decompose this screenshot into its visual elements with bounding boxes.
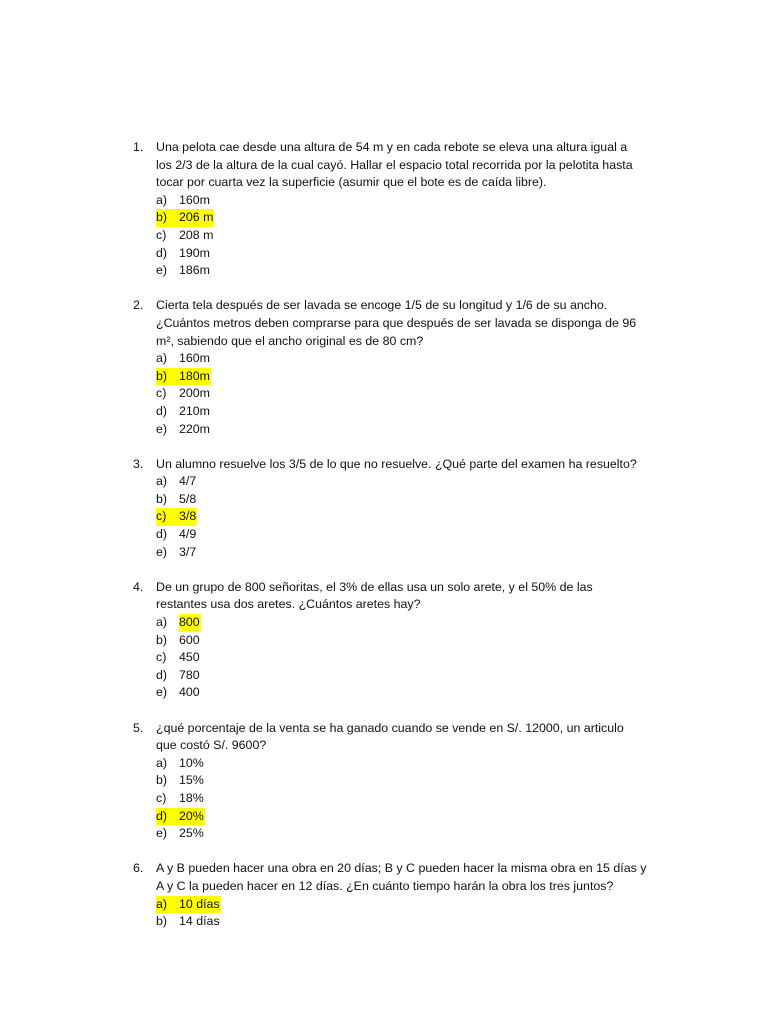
option-value: 190m — [179, 245, 210, 260]
option-letter: d) — [156, 403, 168, 418]
question-text-line: Una pelota cae desde una altura de 54 m y en cada rebote se eleva una altura igual a — [156, 140, 628, 154]
answer-option — [156, 227, 673, 245]
option-value: 3/7 — [179, 544, 197, 559]
question-item — [133, 579, 673, 702]
answer-option — [156, 667, 673, 685]
option-value: 160m — [179, 351, 210, 366]
answer-highlight — [156, 368, 211, 386]
option-value: 800 — [179, 615, 200, 630]
question-text-line: Un alumno resuelve los 3/5 de lo que no resuelve. ¿Qué parte del examen ha resuelto? — [156, 456, 637, 471]
option-letter: b) — [156, 632, 168, 647]
option-value: 186m — [179, 263, 210, 278]
option-value: 210m — [179, 403, 210, 418]
answer-highlight — [156, 896, 221, 914]
option-letter: a) — [156, 192, 168, 207]
option-value: 25% — [179, 826, 204, 841]
answer-option — [156, 684, 673, 702]
option-value: 208 m — [179, 227, 214, 242]
option-letter: a) — [156, 474, 168, 489]
question-text — [156, 860, 673, 895]
option-letter: c) — [156, 227, 167, 242]
question-text-line: A y C la pueden hacer en 12 días. ¿En cuánto tiempo harán la obra los tres juntos? — [156, 878, 614, 893]
question-number: 4. — [133, 579, 144, 594]
answer-highlight — [156, 508, 197, 526]
answer-option — [156, 913, 673, 931]
option-value: 15% — [179, 773, 204, 788]
answer-option — [156, 350, 673, 368]
answer-option — [156, 421, 673, 439]
option-letter: a) — [156, 896, 168, 911]
question-text-line: tocar por cuarta vez la superficie (asumir que el bote es de caída libre). — [156, 175, 547, 190]
option-letter: e) — [156, 685, 168, 700]
option-letter: c) — [156, 790, 167, 805]
question-number: 6. — [133, 861, 144, 876]
question-text-line: Cierta tela después de ser lavada se encoge 1/5 de su longitud y 1/6 de su ancho. — [156, 298, 608, 313]
answer-options — [133, 896, 673, 931]
answer-option — [156, 403, 673, 421]
option-letter: b) — [156, 210, 168, 225]
question-text — [156, 456, 673, 474]
option-letter: a) — [156, 615, 168, 630]
option-value: 160m — [179, 192, 210, 207]
option-value: 4/7 — [179, 474, 197, 489]
answer-option-highlighted — [156, 368, 673, 386]
option-value: 5/8 — [179, 491, 197, 506]
question-item — [133, 139, 673, 280]
answer-option-highlighted — [156, 896, 673, 914]
question-text — [156, 579, 673, 614]
option-value: 200m — [179, 386, 210, 401]
answer-options — [133, 614, 673, 702]
option-value: 3/8 — [179, 509, 197, 524]
question-text-line: m², sabiendo que el ancho original es de 80 cm? — [156, 333, 424, 348]
answer-option-highlighted — [156, 508, 673, 526]
question-stem — [133, 579, 673, 614]
answer-option-highlighted — [156, 808, 673, 826]
option-value: 450 — [179, 650, 200, 665]
question-text-line: De un grupo de 800 señoritas, el 3% de ellas usa un solo arete, y el 50% de las — [156, 579, 593, 594]
option-value: 18% — [179, 790, 204, 805]
question-text — [156, 720, 673, 755]
option-value: 10 días — [179, 896, 220, 911]
answer-option — [156, 772, 673, 790]
option-value: 780 — [179, 667, 200, 682]
answer-option — [156, 262, 673, 280]
question-text-line: A y B pueden hacer una obra en 20 días; B y C pueden hacer la misma obra en 15 días y — [156, 861, 647, 876]
answer-option — [156, 755, 673, 773]
option-letter: b) — [156, 491, 168, 506]
answer-option — [156, 192, 673, 210]
answer-option — [156, 649, 673, 667]
option-value: 600 — [179, 632, 200, 647]
question-number: 5. — [133, 720, 144, 735]
answer-option — [156, 491, 673, 509]
question-text-line: que costó S/. 9600? — [156, 738, 267, 753]
question-text — [156, 139, 673, 192]
answer-highlight — [156, 808, 205, 826]
option-value: 20% — [179, 808, 204, 823]
option-value: 400 — [179, 685, 200, 700]
question-text-line: restantes usa dos aretes. ¿Cuántos aretes hay? — [156, 597, 421, 612]
answer-option — [156, 544, 673, 562]
answer-option — [156, 245, 673, 263]
option-letter: c) — [156, 650, 167, 665]
question-stem — [133, 139, 673, 192]
option-letter: b) — [156, 914, 168, 929]
option-value: 10% — [179, 755, 204, 770]
answer-option — [156, 385, 673, 403]
question-item — [133, 456, 673, 562]
answer-option — [156, 790, 673, 808]
question-item — [133, 860, 673, 930]
question-stem — [133, 720, 673, 755]
answer-options — [133, 192, 673, 280]
option-letter: e) — [156, 826, 168, 841]
answer-options — [133, 350, 673, 438]
option-letter: a) — [156, 755, 168, 770]
option-letter: d) — [156, 808, 168, 823]
question-number: 1. — [133, 140, 144, 154]
option-letter: e) — [156, 263, 168, 278]
question-stem — [133, 456, 673, 474]
option-value: 180m — [179, 368, 210, 383]
answer-option — [156, 526, 673, 544]
option-letter: b) — [156, 368, 168, 383]
question-text-line: los 2/3 de la altura de la cual cayó. Hallar el espacio total recorrida por la pelotita hasta — [156, 157, 633, 172]
option-letter: c) — [156, 509, 167, 524]
option-value: 4/9 — [179, 527, 197, 542]
answer-highlight — [156, 209, 214, 227]
question-item — [133, 297, 673, 438]
option-letter: d) — [156, 245, 168, 260]
question-list — [133, 139, 673, 931]
question-text — [156, 297, 673, 350]
option-letter: a) — [156, 351, 168, 366]
option-letter: e) — [156, 421, 168, 436]
option-letter: b) — [156, 773, 168, 788]
answer-option — [156, 825, 673, 843]
answer-option — [156, 473, 673, 491]
option-value: 220m — [179, 421, 210, 436]
question-number: 3. — [133, 456, 144, 471]
question-stem — [133, 297, 673, 350]
question-number: 2. — [133, 298, 144, 313]
option-value: 206 m — [179, 210, 214, 225]
answer-option — [156, 632, 673, 650]
option-letter: e) — [156, 544, 168, 559]
answer-options — [133, 755, 673, 843]
option-letter: d) — [156, 667, 168, 682]
answer-option-highlighted — [156, 614, 673, 632]
question-item — [133, 720, 673, 843]
answer-option-highlighted — [156, 209, 673, 227]
answer-options — [133, 473, 673, 561]
question-stem — [133, 860, 673, 895]
option-letter: c) — [156, 386, 167, 401]
answer-highlight — [179, 614, 201, 632]
option-value: 14 días — [179, 914, 220, 929]
option-letter: d) — [156, 527, 168, 542]
question-text-line: ¿qué porcentaje de la venta se ha ganado cuando se vende en S/. 12000, un articulo — [156, 720, 624, 735]
question-text-line: ¿Cuántos metros deben comprarse para que después de ser lavada se disponga de 96 — [156, 315, 637, 330]
